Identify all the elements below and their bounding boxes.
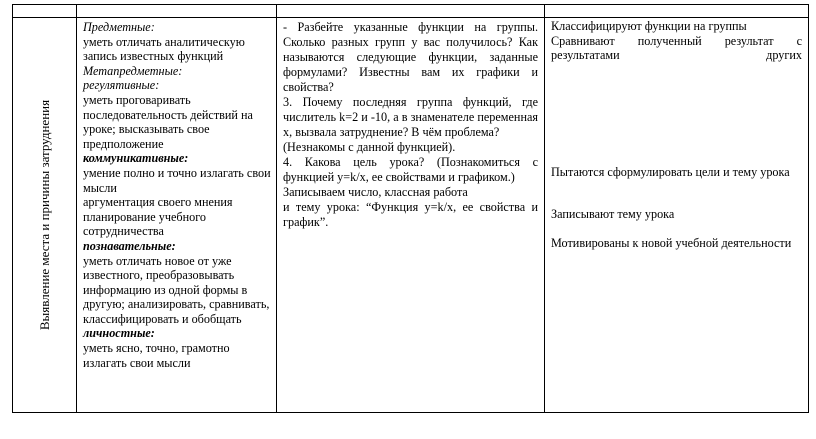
- stage-label: Выявление места и причины затруднения: [36, 99, 52, 331]
- regulatory-heading: регулятивные:: [83, 78, 160, 93]
- subject-heading: Предметные:: [83, 20, 155, 34]
- teacher-line-1: - Разбейте указанные функции на группы. Сколько разных групп у вас получилось? Как называются следующие функции, заданные формулами? Известны вам их графики и свойства?: [283, 20, 538, 94]
- table-header-row: [13, 5, 809, 18]
- header-cell-4: [545, 5, 809, 18]
- teacher-line-6: и тему урока: “Функция y=k/x, ее свойства и график”.: [283, 200, 538, 229]
- meta-heading: Метапредметные:: [83, 63, 183, 78]
- personal-heading: личностные:: [83, 326, 155, 341]
- students-cell: [545, 18, 809, 413]
- communicative-heading: коммуникативные:: [83, 151, 189, 166]
- teacher-line-2: 3. Почему последняя группа функций, где числитель k=2 и -10, а в знаменателе переменная x, вызвала затруднение? В чём проблема?: [283, 95, 538, 139]
- communicative-text-2: аргументация своего мнения: [83, 195, 233, 210]
- lesson-table: [12, 4, 809, 413]
- header-cell-3: [277, 5, 545, 18]
- personal-text: уметь ясно, точно, грамотно излагать свои мысли: [83, 341, 230, 370]
- communicative-text-3: планирование учебного сотрудничества: [83, 209, 206, 239]
- students-line-4: Записывают тему урока: [551, 207, 675, 221]
- students-block: [545, 18, 808, 250]
- communicative-text-1: умение полно и точно излагать свои мысли: [83, 165, 271, 195]
- regulatory-text: уметь проговаривать последовательность действий на уроке; высказывать свое предположение: [83, 92, 253, 151]
- students-line-2: Сравнивают полученный результат с результатами других: [551, 33, 802, 62]
- teacher-line-3: (Незнакомы с данной функцией).: [283, 140, 456, 154]
- cognitive-heading: познавательные:: [83, 238, 176, 253]
- teacher-line-4: 4. Какова цель урока? (Познакомиться с функцией y=k/x, ее свойствами и графиком.): [283, 155, 538, 184]
- teacher-cell: [277, 18, 545, 413]
- results-block: [77, 18, 276, 370]
- table-row: [13, 18, 809, 413]
- header-cell-1: [13, 5, 77, 18]
- students-line-5: Мотивированы к новой учебной деятельности: [551, 235, 792, 250]
- results-cell: [77, 18, 277, 413]
- students-line-1: Классифицируют функции на группы: [551, 19, 747, 33]
- cognitive-text: уметь отличать новое от уже известного, преобразовывать информацию из одной формы в другую; анализировать, сравнивать, классифицировать и обобщать: [83, 253, 270, 326]
- subject-text: уметь отличать аналитическую запись известных функций: [83, 34, 245, 64]
- teacher-block: [277, 18, 544, 230]
- stage-cell: [13, 18, 77, 413]
- header-cell-2: [77, 5, 277, 18]
- students-line-3: Пытаются сформулировать цели и тему урока: [551, 164, 790, 179]
- teacher-line-5: Записываем число, классная работа: [283, 185, 468, 199]
